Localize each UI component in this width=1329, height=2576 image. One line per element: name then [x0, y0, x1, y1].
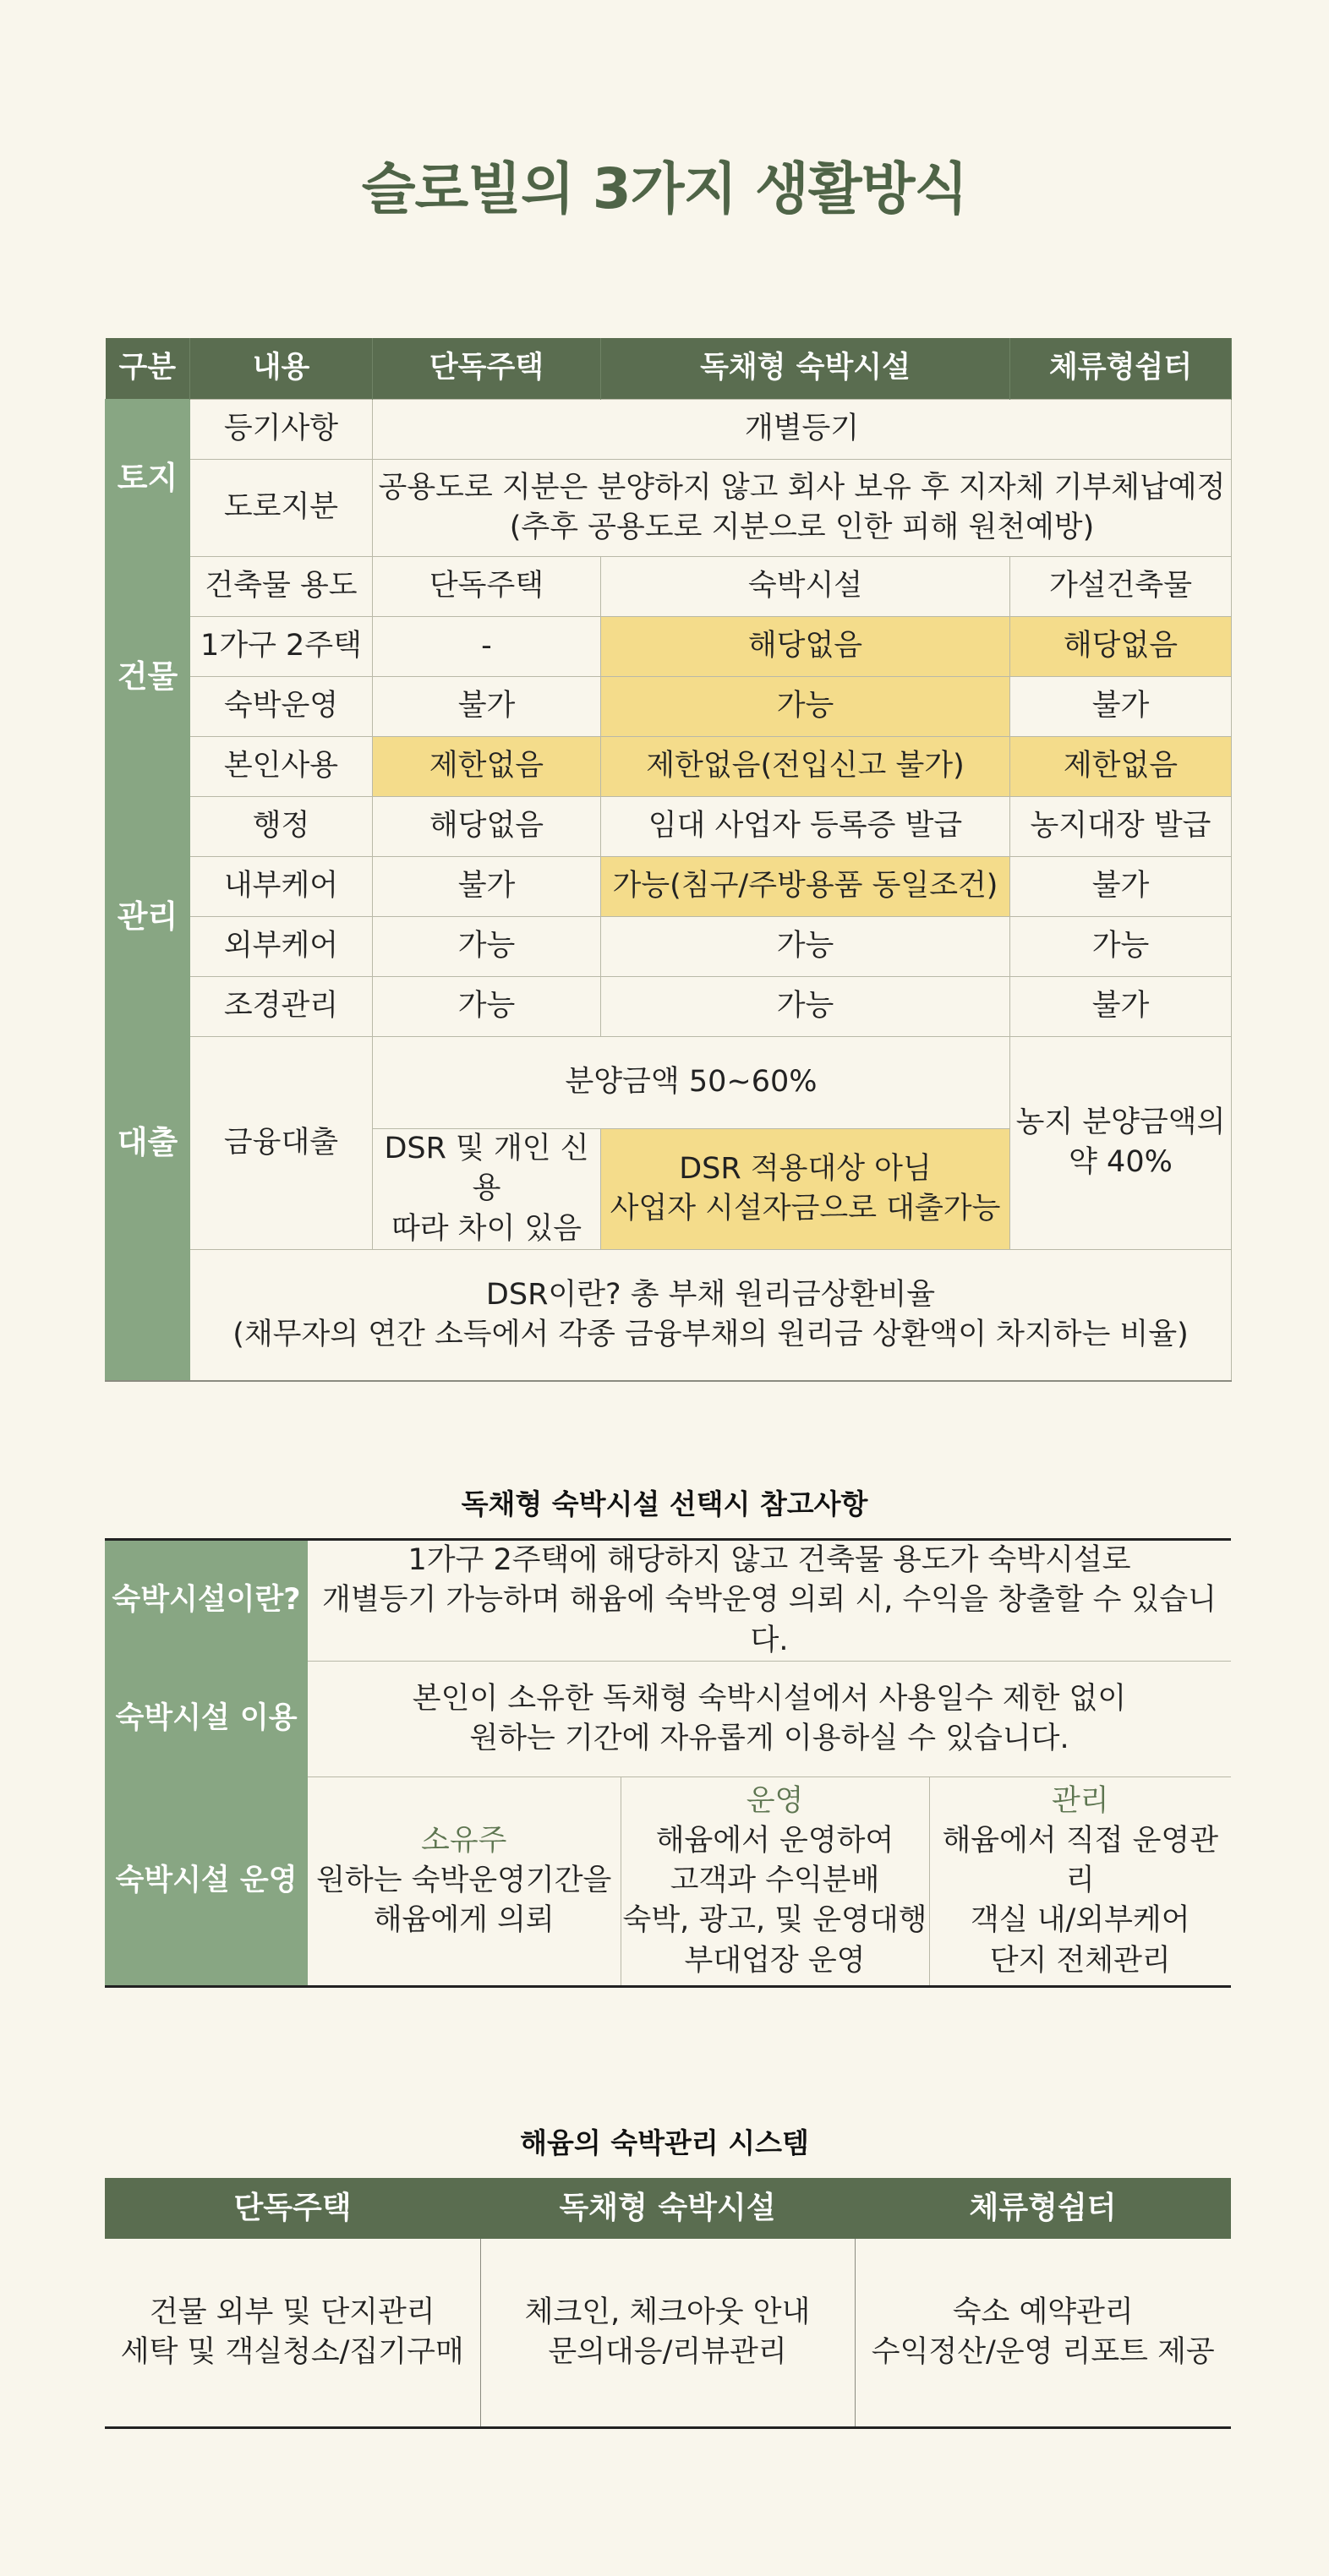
text-line: DSR이란? 총 부채 원리금상환비율 [485, 1277, 936, 1312]
cell-value: 가능 [373, 917, 601, 977]
row-label: 숙박시설 운영 [105, 1776, 308, 1986]
table-row [106, 557, 1232, 617]
row-label: 금융대출 [190, 1037, 373, 1250]
cell-value: 불가 [1010, 857, 1232, 917]
manage-title: 관리 [1051, 1783, 1109, 1818]
category-management: 관리 [106, 797, 190, 1037]
table-row [106, 1249, 1232, 1381]
text-line: 원하는 기간에 자유롭게 이용하실 수 있습니다. [469, 1721, 1069, 1755]
text-line: 해윰에서 운영하여 [655, 1823, 894, 1858]
header-lodging: 독채형 숙박시설 [601, 338, 1010, 400]
cell-value: 가능 [1010, 917, 1232, 977]
cell-value: 불가 [1010, 677, 1232, 737]
text-line: 약 40% [1069, 1145, 1173, 1180]
header-content: 내용 [190, 338, 373, 400]
cell-value-highlight: 가능(침구/주방용품 동일조건) [601, 857, 1010, 917]
header-shelter: 체류형쉼터 [855, 2178, 1231, 2239]
category-note [106, 1249, 190, 1381]
cell-value: 농지대장 발급 [1010, 797, 1232, 857]
text-line: 고객과 수익분배 [670, 1864, 880, 1898]
cell-value [308, 1540, 1231, 1662]
row-label: 등기사항 [190, 400, 373, 460]
text-line: 부대업장 운영 [684, 1943, 866, 1978]
row-label: 건축물 용도 [190, 557, 373, 617]
text-line: (채무자의 연간 소득에서 각종 금융부채의 원리금 상환액이 차지하는 비율) [232, 1317, 1189, 1351]
text-line: 숙박, 광고, 및 운영대행 [622, 1903, 927, 1938]
row-label: 도로지분 [190, 460, 373, 557]
table-row [106, 917, 1232, 977]
table-row [105, 2239, 1231, 2428]
cell-value: 불가 [373, 857, 601, 917]
header-detached-house: 단독주택 [373, 338, 601, 400]
category-land: 토지 [106, 400, 190, 557]
row-label: 숙박시설 이용 [105, 1661, 308, 1776]
cell-value: 숙박시설 [601, 557, 1010, 617]
header-category: 구분 [106, 338, 190, 400]
cell-value-highlight: 해당없음 [1010, 617, 1232, 677]
table-row [106, 617, 1232, 677]
cell-value: 불가 [1010, 977, 1232, 1037]
cell-value: 가능 [601, 917, 1010, 977]
owner-cell [308, 1776, 621, 1986]
text-line: 객실 내/외부케어 [970, 1903, 1190, 1938]
cell-value: 가능 [601, 977, 1010, 1037]
category-loan: 대출 [106, 1037, 190, 1250]
text-line: 수익정산/운영 리포트 제공 [871, 2335, 1215, 2369]
cell-value [373, 460, 1232, 557]
table-row [105, 1661, 1231, 1776]
text-line: 체크인, 체크아웃 안내 [524, 2295, 811, 2329]
cell-value-highlight: 제한없음 [1010, 737, 1232, 797]
operation-title: 운영 [746, 1783, 804, 1818]
text-line: 해윰에게 의뢰 [373, 1903, 555, 1938]
cell-value-highlight: 제한없음 [373, 737, 601, 797]
page-title: 슬로빌의 3가지 생활방식 [361, 156, 968, 221]
table-row [105, 1776, 1231, 1986]
lifestyle-comparison-table [105, 338, 1232, 1382]
section-title-management: 해윰의 숙박관리 시스템 [520, 2126, 809, 2159]
text-line: 따라 차이 있음 [391, 1211, 582, 1246]
row-label: 숙박운영 [190, 677, 373, 737]
row-label: 내부케어 [190, 857, 373, 917]
section-title-lodging: 독채형 숙박시설 선택시 참고사항 [461, 1487, 868, 1520]
cell-value: - [373, 617, 601, 677]
text-line: DSR 및 개인 신용 [384, 1132, 589, 1206]
management-system-table [105, 2178, 1231, 2429]
cell-value: 불가 [373, 677, 601, 737]
table-header-row [106, 338, 1232, 400]
cell-value [855, 2239, 1231, 2428]
table-row [106, 737, 1232, 797]
cell-value: 임대 사업자 등록증 발급 [601, 797, 1010, 857]
table-row [106, 460, 1232, 557]
text-line: (추후 공용도로 지분으로 인한 피해 원천예방) [509, 510, 1095, 544]
row-label: 조경관리 [190, 977, 373, 1037]
cell-value-highlight [601, 1129, 1010, 1250]
row-label: 1가구 2주택 [190, 617, 373, 677]
header-lodging: 독채형 숙박시설 [480, 2178, 855, 2239]
table-header-row [105, 2178, 1231, 2239]
cell-value-highlight: 제한없음(전입신고 불가) [601, 737, 1010, 797]
row-label: 외부케어 [190, 917, 373, 977]
text-line: 세탁 및 객실청소/집기구매 [120, 2335, 464, 2369]
cell-value [105, 2239, 480, 2428]
text-line: 1가구 2주택에 해당하지 않고 건축물 용도가 숙박시설로 [407, 1543, 1131, 1577]
cell-value: 가능 [373, 977, 601, 1037]
table-row [106, 1037, 1232, 1129]
text-line: 숙소 예약관리 [952, 2295, 1134, 2329]
text-line: 건물 외부 및 단지관리 [149, 2295, 435, 2329]
cell-value: 가설건축물 [1010, 557, 1232, 617]
text-line: 단지 전체관리 [989, 1943, 1171, 1978]
cell-value: 해당없음 [373, 797, 601, 857]
header-detached-house: 단독주택 [105, 2178, 480, 2239]
cell-value: 단독주택 [373, 557, 601, 617]
table-row [106, 400, 1232, 460]
header-shelter: 체류형쉼터 [1010, 338, 1232, 400]
table-row [106, 977, 1232, 1037]
table-row [105, 1540, 1231, 1662]
text-line: 해윰에서 직접 운영관리 [942, 1823, 1219, 1898]
cell-value: 분양금액 50~60% [373, 1037, 1010, 1129]
cell-value [308, 1661, 1231, 1776]
text-line: 문의대응/리뷰관리 [548, 2335, 787, 2369]
row-label: 본인사용 [190, 737, 373, 797]
cell-value: 개별등기 [373, 400, 1232, 460]
cell-value-highlight: 해당없음 [601, 617, 1010, 677]
text-line: 사업자 시설자금으로 대출가능 [610, 1191, 1001, 1225]
cell-value [373, 1129, 601, 1250]
cell-value-highlight: 가능 [601, 677, 1010, 737]
row-label: 숙박시설이란? [105, 1540, 308, 1662]
operation-cell [621, 1776, 929, 1986]
text-line: DSR 적용대상 아님 [679, 1151, 932, 1186]
cell-value [480, 2239, 855, 2428]
table-row [106, 857, 1232, 917]
manage-cell [929, 1776, 1231, 1986]
table-row [106, 677, 1232, 737]
text-line: 농지 분양금액의 [1015, 1105, 1226, 1140]
cell-value [1010, 1037, 1232, 1250]
text-line: 공용도로 지분은 분양하지 않고 회사 보유 후 지자체 기부체납예정 [378, 470, 1226, 505]
dsr-note [190, 1249, 1232, 1381]
text-line: 개별등기 가능하며 해윰에 숙박운영 의뢰 시, 수익을 창출할 수 있습니다. [322, 1583, 1217, 1657]
lodging-reference-table [105, 1538, 1231, 1988]
category-building: 건물 [106, 557, 190, 797]
text-line: 본인이 소유한 독채형 숙박시설에서 사용일수 제한 없이 [412, 1681, 1127, 1716]
row-label: 행정 [190, 797, 373, 857]
owner-title: 소유주 [421, 1823, 507, 1858]
table-row [106, 797, 1232, 857]
text-line: 원하는 숙박운영기간을 [316, 1864, 612, 1898]
